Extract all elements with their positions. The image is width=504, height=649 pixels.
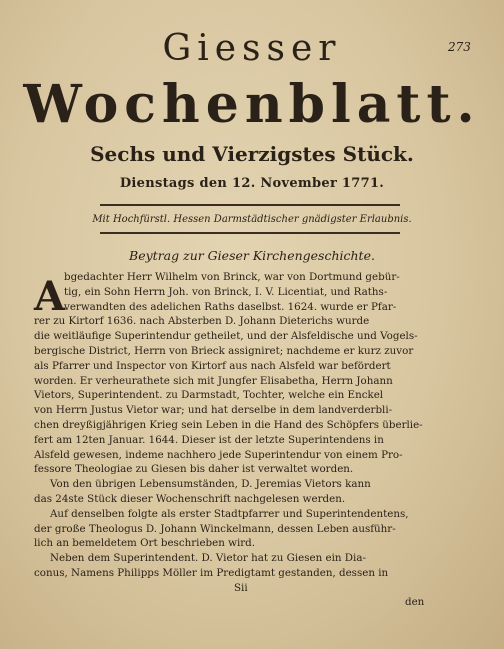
- page-number: 273: [448, 40, 471, 54]
- drop-cap: A: [34, 273, 66, 320]
- article-body: [34, 270, 444, 596]
- body-line: von Herrn Justus Vietor war; und hat derselbe in dem landverderbli-: [34, 404, 393, 417]
- divider-bottom: [100, 232, 400, 234]
- body-line: das 24ste Stück dieser Wochenschrift nachgelesen werden.: [34, 492, 346, 505]
- body-line: Vietors, Superintendent. zu Darmstadt, Tochter, welche ein Enckel: [34, 389, 384, 402]
- body-line: fessore Theologiae zu Giesen bis daher ist verwaltet worden.: [34, 463, 354, 476]
- body-line: Neben dem Superintendent. D. Vietor hat zu Giesen ein Dia-: [50, 552, 366, 565]
- body-line: rer zu Kirtorf 1636. nach Absterben D. Johann Dieterichs wurde: [34, 315, 370, 328]
- body-line: conus, Namens Philipps Möller im Predigtamt gestanden, dessen in: [34, 566, 389, 579]
- catchword: den: [405, 596, 425, 608]
- body-line: Von den übrigen Lebensumständen, D. Jeremias Vietors kann: [50, 478, 371, 491]
- body-line: lich an bemeldetem Ort beschrieben wird.: [34, 537, 256, 550]
- body-line: Alsfeld gewesen, indeme nachhero jede Superintendur von einem Pro-: [34, 448, 403, 461]
- signature-mark: Sii: [234, 581, 248, 594]
- body-line: der große Theologus D. Johann Winckelmann, dessen Leben ausführ-: [34, 522, 396, 535]
- body-line: die weitläufige Superintendur getheilet, und der Alsfeldische und Vogels-: [34, 330, 418, 343]
- masthead-title-line1: Giesser: [162, 28, 342, 69]
- body-line: als Pfarrer und Inspector von Kirtorf aus nach Alsfeld war befördert: [34, 359, 391, 372]
- body-line: fert am 12ten Januar. 1644. Dieser ist der letzte Superintendens in: [34, 433, 384, 446]
- issue-date: Dienstags den 12. November 1771.: [119, 176, 385, 191]
- body-line: tig, ein Sohn Herrn Joh. von Brinck, I. V. Licentiat, und Raths-: [64, 285, 388, 298]
- permission-notice: Mit Hochfürstl. Hessen Darmstädtischer gnädigster Erlaubnis.: [92, 214, 412, 225]
- issue-label: Sechs und Vierzigstes Stück.: [90, 142, 414, 166]
- divider-top: [100, 204, 400, 206]
- body-line: bgedachter Herr Wilhelm von Brinck, war von Dortmund gebür-: [64, 271, 400, 283]
- body-line: verwandten des adelichen Raths daselbst. 1624. wurde er Pfar-: [64, 300, 397, 313]
- body-line: Auf denselben folgte als erster Stadtpfarrer und Superintendentens,: [50, 507, 409, 520]
- body-line: worden. Er verheurathete sich mit Jungfer Elisabetha, Herrn Johann: [34, 374, 393, 387]
- masthead-title-line2: Wochenblatt.: [23, 74, 481, 135]
- body-line: chen dreyßigjährigen Krieg sein Leben in die Hand des Schöpfers überlie-: [34, 418, 423, 431]
- body-line: bergische District, Herrn von Brieck assigniret; nachdeme er kurz zuvor: [34, 344, 414, 357]
- article-heading: Beytrag zur Gieser Kirchengeschichte.: [129, 248, 375, 263]
